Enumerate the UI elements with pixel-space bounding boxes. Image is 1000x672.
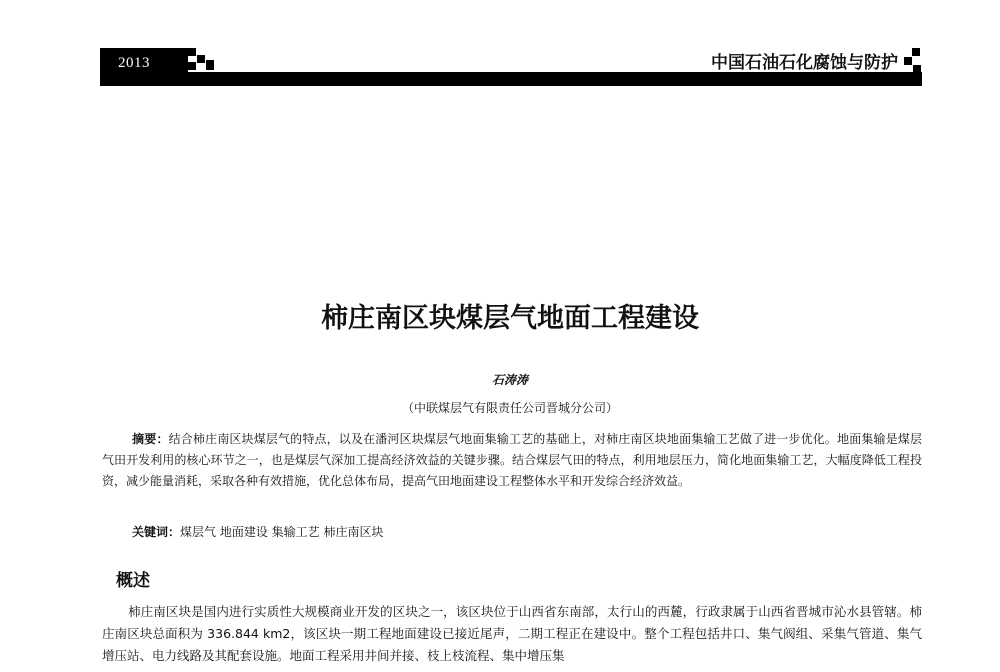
abstract-label: 摘要：	[132, 432, 169, 446]
header-rule	[100, 72, 922, 86]
header-ornament-right-icon	[900, 48, 922, 74]
journal-name: 中国石油石化腐蚀与防护	[711, 53, 898, 73]
header-ornament-left-icon	[188, 46, 216, 74]
abstract	[102, 429, 922, 492]
keywords-text: 煤层气 地面建设 集输工艺 柿庄南区块	[180, 525, 384, 539]
abstract-text: 结合柿庄南区块煤层气的特点，以及在潘河区块煤层气地面集输工艺的基础上，对柿庄南区块地面集输工艺做了进一步优化。地面集输是煤层气田开发利用的核心环节之一，也是煤层气深加工提高经济效益的关键步骤。结合煤层气田的特点，利用地层压力，简化地面集输工艺，大幅度降低工程投资，减少能量消耗，采取各种有效措施，优化总体布局，提高气田地面建设工程整体水平和开发综合经济效益。	[102, 432, 922, 488]
keywords	[132, 523, 922, 540]
header-year: 2013	[118, 55, 150, 71]
body-paragraph-text: 柿庄南区块是国内进行实质性大规模商业开发的区块之一，该区块位于山西省东南部，太行山的西麓，行政隶属于山西省晋城市沁水县管辖。柿庄南区块总面积为 336.844 km2，该区块一期工程地面建设已接近尾声，二期工程正在建设中。整个工程包括井口、集气阀组、采集气管道、集气增压站、电力线路及其配套设施。地面工程采用井间并接、枝上枝流程、集中增压集	[102, 604, 922, 663]
author-name: 石涛涛	[491, 373, 528, 387]
keywords-label: 关键词：	[132, 525, 181, 539]
article-title: 柿庄南区块煤层气地面工程建设	[321, 303, 699, 334]
body-paragraph	[102, 601, 922, 667]
author-affiliation: （中联煤层气有限责任公司晋城分公司）	[401, 401, 618, 415]
section-heading-overview: 概述	[116, 571, 150, 591]
